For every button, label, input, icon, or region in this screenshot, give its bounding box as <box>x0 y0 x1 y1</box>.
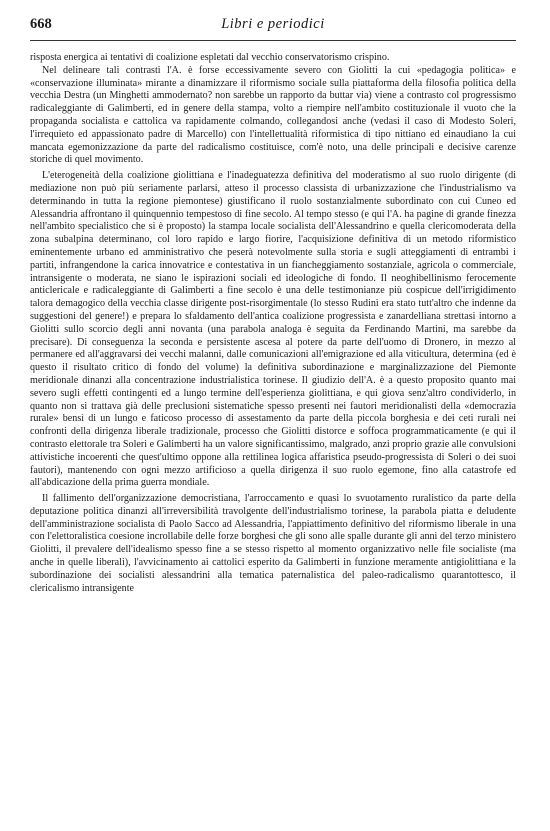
body-text <box>30 52 516 595</box>
page-header <box>30 14 516 41</box>
running-title: Libri e periodici <box>221 16 325 32</box>
page-number: 668 <box>30 16 52 32</box>
paragraph: L'eterogeneità della coalizione giolittiana e l'inadeguatezza definitiva del moderatismo al suo ruolo dirigente (di mediazione non può più seriamente parlarsi, atteso il processo classista di urbanizzazione che l'industrialismo va determinando in tutta la regione piemontese) giustificano il ruolo sostanzialmente subordinato con cui Cuneo ed Alessandria affrontano il quinquennio tempestoso di fine secolo. Al tempo stesso (e qui l'A. ha pagine di grande finezza nell'ambito specialistico che si è proposto) la stampa locale socialista dell'Alessandrino e quella clericomoderata della zona subalpina determinano, col loro rapido e largo fiorire, l'acquisizione definitiva di un metodo riformistico eminentemente urbano ed amministrativo che peserà notevolmente sulla storia e sugli atteggiamenti di entrambi i partiti, infrangendone la carica innovatrice e contestativa in un fiancheggiamento sostanziale, agricola o commerciale, intransigente o moderata, ne siano le ispirazioni sociali ed ideologiche di fondo. Il neoghibellinismo ferocemente anticlericale e radicaleggiante di Galimberti a fine secolo è una delle testimonianze più cospicue dell'irrigidimento talora demagogico della vecchia classe dirigente post-risorgimentale (lo stesso Rudinì era stato tutt'altro che indenne da suggestioni del genere!) e prepara lo sfaldamento dell'antica coalizione progressista e zanardelliana strettasi intorno a Giolitti sullo scorcio degli anni novanta (una parabola analoga è seguita da Ferdinando Martini, ma sarebbe da precisare). Di conseguenza la seconda e persistente ascesa al potere da parte dell'uomo di Dronero, in mezzo al permanere ed all'aggravarsi dei vecchi malanni, dalle comunicazioni all'emigrazione ed alla viticultura, determina (ed è questo il risultato critico di fondo del volume) la definitiva subordinazione e marginalizzazione del Piemonte meridionale dinanzi alla concentrazione industrialistica torinese. Il giudizio dell'A. è a questo proposito quanto mai severo sugli effetti contingenti ed a lungo termine dell'esperienza giolittiana, e qui giova senz'altro condividerlo, in quanto non si trattava già delle preclusioni sistematiche spesso presenti nei fautori meridionalisti della «democrazia rurale» bensì di un lungo e faticoso processo di assestamento da parte della piccola borghesia e dei ceti rurali nei confronti della dirigenza liberale tradizionale, processo che Giolitti distorce e soffoca programmaticamente (e qui il contrasto elettorale tra Soleri e Galimberti ha un valore significantissimo, malgrado, anzi proprio grazie alle convulsioni attivistiche incoerenti che quest'ultimo oppone alla rettilinea logica affaristica pseudo-progressista di Soleri o dei suoi fautori), mantenendo con ogni mezzo artificioso a quella dirigenza il suo ruolo egemone, fino alla catastrofe ed all'abdicazione della prima guerra mondiale. <box>30 170 516 489</box>
paragraph: risposta energica ai tentativi di coalizione espletati dal vecchio conservatorismo crispino. <box>30 52 390 63</box>
paragraph: Nel delineare tali contrasti l'A. è forse eccessivamente severo con Giolitti la cui «pedagogia politica» e «conservazione illuminata» mirante a dinamizzare il riformismo sociale sulla piattaforma della filosofia politica della vecchia Destra (un Minghetti ammodernato? non sarebbe un rapporto da buttar via) viene a contrasto col progressismo radicaleggiante di Galimberti, ed in genere della stampa, volto a riempire nell'ambito costituzionale il vuoto che la propaganda socialista e cattolica va rapidamente colmando, collegandosi anche (vedasi il caso di Modesto Soleri, l'irrequieto ed appassionato padre di Marcello) con l'intellettualità riformistica di tipo nittiano ed einaudiano la cui mancata egemonizzazione da parte del radicalismo costituisce, com'è noto, una delle principali e decisive carenze storiche di quel movimento. <box>30 64 516 166</box>
paragraph: Il fallimento dell'organizzazione democristiana, l'arroccamento e quasi lo svuotamento ruralistico da parte della deputazione politica dinanzi all'irreversibilità travolgente dell'industrialismo torinese, la parabola piatta e deludente dell'amministrazione socialista di Paolo Sacco ad Alessandria, l'appiattimento definitivo del riformismo liberale in una con l'elettoralistica coesione incrollabile delle forze borghesi che gli sono alle spalle durante gli anni del terzo ministero Giolitti, il prevalere dell'idealismo spesso fine a se stesso rispetto al momento organizzativo nelle file socialiste (ma anche in quelle liberali), l'avvicinamento ai cattolici esperito da Galimberti in funzione meramente antigiolittiana e la subordinazione dei socialisti alessandrini alla tematica paternalistica del paleo-radicalismo quarantottesco, il clericalismo intransigente <box>30 493 516 594</box>
